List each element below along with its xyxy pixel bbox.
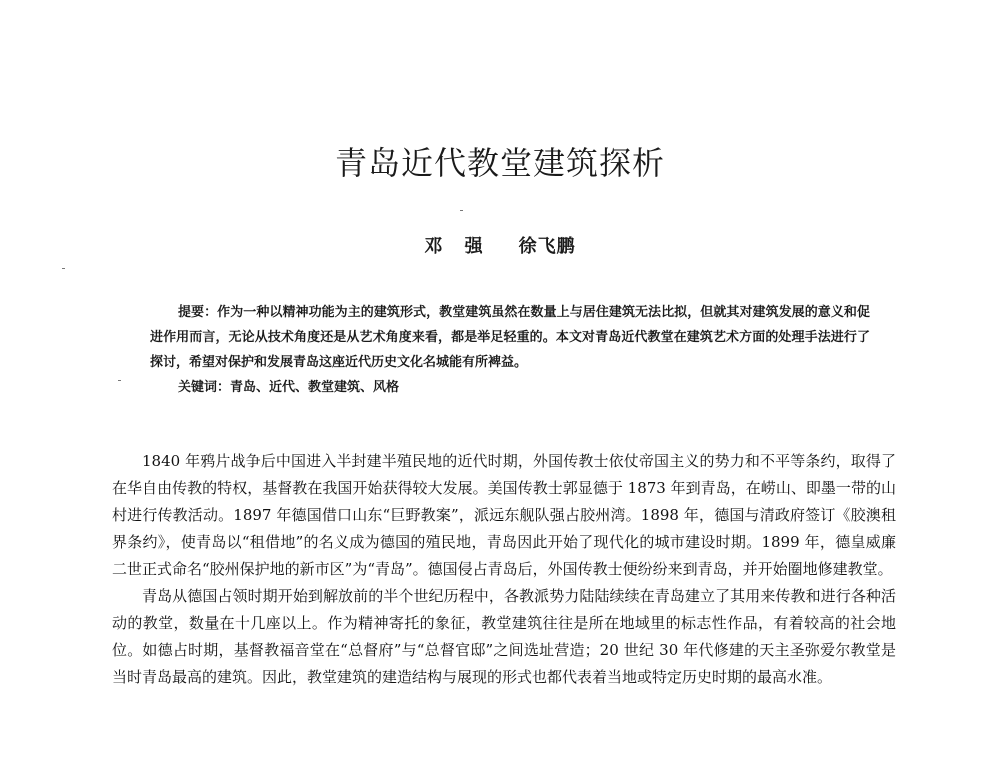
body-text [112,448,896,691]
scan-speck [118,380,121,381]
keywords-text: 青岛、近代、教堂建筑、风格 [230,380,400,395]
author-name: 徐飞鹏 [518,236,576,257]
abstract-text: 作为一种以精神功能为主的建筑形式，教堂建筑虽然在数量上与居住建筑无法比拟，但就其对建筑发展的意义和促进作用而言，无论从技术角度还是从艺术角度来看，都是举足轻重的。本文对青岛近代教堂在建筑艺术方面的处理手法进行了探讨，希望对保护和发展青岛这座近代历史文化名城能有所裨益。 [150,305,870,370]
author-line [0,232,1000,258]
keywords-label: 关键词： [178,380,231,395]
paper-title: 青岛近代教堂建筑探析 [334,144,665,182]
abstract-paragraph [150,300,870,375]
author-name: 邓 强 [424,236,491,257]
abstract-block [150,300,870,400]
body-paragraph: 青岛从德国占领时期开始到解放前的半个世纪历程中，各教派势力陆陆续续在青岛建立了其用来传教和进行各种活动的教堂，数量在十几座以上。作为精神寄托的象征，教堂建筑往往是所在地域里的标志性作品，有着较高的社会地位。如德占时期，基督教福音堂在“总督府”与“总督官邸”之间选址营造；20 世纪 30 年代修建的天主圣弥爱尔教堂是当时青岛最高的建筑。因此，教堂建筑的建造结构与展现的形式也都代表着当地或特定历史时期的最高水准。 [112,587,896,686]
body-paragraph: 1840 年鸦片战争后中国进入半封建半殖民地的近代时期，外国传教士依仗帝国主义的势力和不平等条约，取得了在华自由传教的特权，基督教在我国开始获得较大发展。美国传教士郭显德于 1873 年到青岛，在崂山、即墨一带的山村进行传教活动。1897 年德国借口山东“巨野教案”，派远东舰队强占胶州湾。1898 年，德国与清政府签订《胶澳租界条约》，使青岛以“租借地”的名义成为德国的殖民地，青岛因此开始了现代化的城市建设时期。1899 年，德皇威廉二世正式命名“胶州保护地的新市区”为“青岛”。德国侵占青岛后，外国传教士便纷纷来到青岛，并开始圈地修建教堂。 [112,452,896,578]
abstract-label: 提要： [178,305,218,320]
scan-speck [62,268,65,269]
scan-speck [460,210,463,211]
keywords-line [150,375,870,400]
